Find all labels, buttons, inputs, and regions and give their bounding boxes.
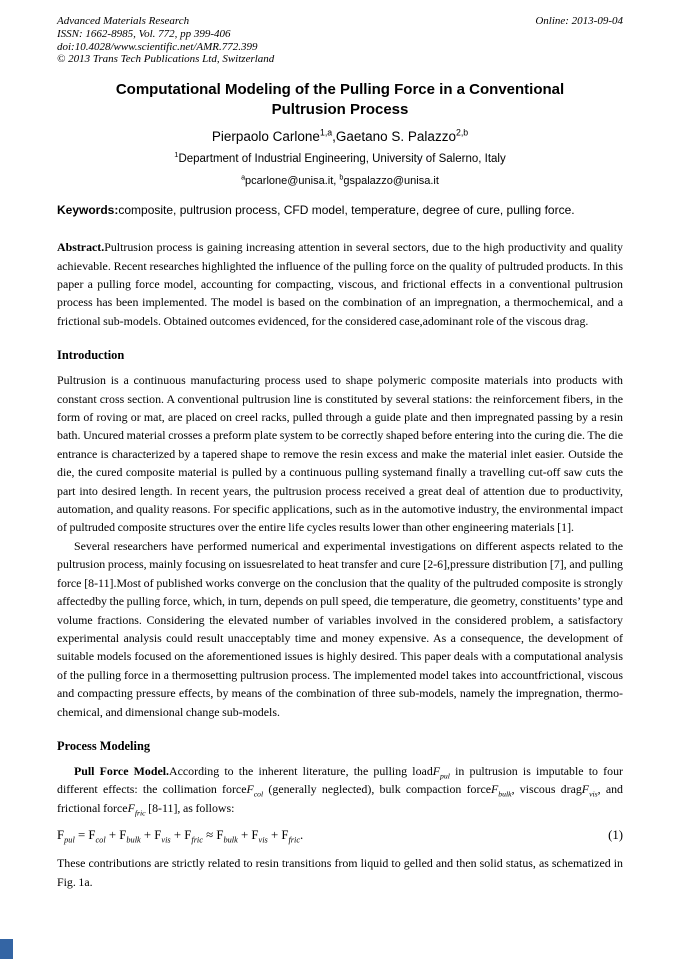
emails-line: $^a$pcarlone@unisa.it, $^b$gspalazzo@unisa.it [241, 173, 439, 188]
introduction-heading: Introduction [57, 348, 125, 363]
copyright-line: © 2013 Trans Tech Publications Ltd, Switzerland [57, 53, 275, 66]
online-date: Online: 2013-09-04 [535, 15, 623, 27]
journal-name: Advanced Materials Research [57, 15, 190, 27]
keywords-line: Keywords:composite, pultrusion process, CFD model, temperature, degree of cure, pulling force. [57, 203, 575, 218]
journal-header [57, 15, 623, 66]
introduction-paragraph-1: Pultrusion is a continuous manufacturing process used to shape polymeric composite materials into products with constant cross section. A conventional pultrusion line is constituted by several stations: the reinforcement fibers, in the form of roving or mat, are placed on creel racks, pulled through a guide plate and then impregnated passing by a resin bath. Uncured material crosses a preform plate system to be correctly shaped before entering into the curing die. The die entrance is characterized by a tapered shape to remove the resin excess and make the material inlet easier. Outside the die, the cured composite material is pulled by a continuous pulling systemand finally a travelling cut-off saw cuts the part into desired length. In recent years, the pultrusion process received a great deal of attention due to productivity, automation, and quality reasons. For specific applications, such as in the automotive industry, the environmental impact of pultruded composite structures over the entire life cycles results lower than other engineering materials [1]. [57, 373, 623, 535]
equation-row [57, 828, 623, 843]
doi-line: doi:10.4028/www.scientific.net/AMR.772.399 [57, 40, 258, 53]
journal-header-row [57, 15, 623, 28]
abstract-paragraph: Abstract.Pultrusion process is gaining increasing attention in several sectors, due to the high productivity and quality achievable. Recent researches highlighted the influence of the pulling force on the quality of pultruded products. In this paper a pulling force model, accounting for compacting, viscous, and frictional effects in a conventional pultrusion process has been implemented. The model is based on the combination of an impregnation, a thermochemical, and a frictional sub-models. Obtained outcomes evidenced, for the considered case,adominant role of the viscous drag. [57, 240, 623, 328]
process-modeling-heading: Process Modeling [57, 738, 151, 753]
closing-paragraph: These contributions are strictly related to resin transitions from liquid to gelled and then solid status, as schematized in Fig. 1a. [57, 856, 623, 889]
equation-1: $F_{pul} = F_{col} + F_{bulk} + F_{vis} + F_{fric} \approx F_{bulk} + F_{vis} + F_{fric}$. [57, 828, 304, 845]
paper-title: Computational Modeling of the Pulling Force in a Conventional Pultrusion Process [115, 81, 565, 119]
pull-force-paragraph: Pull Force Model.According to the inherent literature, the pulling loadF$_{pul}$ in pultrusion is imputable to four different effects: the collimation forceF$_{col}$ (generally neglected), bulk compaction forceF$_{bulk}$, viscous dragF$_{vis}$, and frictional forceF$_{fric}$ [8-11], as follows: [57, 763, 624, 818]
equation-number: (1) [608, 828, 623, 843]
introduction-paragraph-2: Several researchers have performed numerical and experimental investigations on different aspects related to the pultrusion process, mainly focusing on issuesrelated to heat transfer and cure [2-6],pressure distribution [7], and pulling force [8-11].Most of published works converge on the conclusion that the quality of the pultruded composite is strongly affectedby the pulling force, which, in turn, depends on pull speed, die temperature, die geometry, constituents’ type and volume fractions. Considering the elevated number of variables involved in the considered problem, a satisfactory experimental analysis could result unacceptably time and money expensive. As a consequence, the development of suitable models focused on the aforementioned issues is highly desired. This paper deals with a computational analysis of the pulling force in a thermosetting pultrusion process. The implemented model takes into accountfrictional, viscous and compacting pressure effects, by means of the combination of three sub-models, namely the impregnation, thermo-chemical, and dimensional change sub-models. [57, 538, 623, 719]
corner-marker [0, 939, 13, 959]
authors-line: Pierpaolo Carlone$^{1,a}$,Gaetano S. Palazzo$^{2,b}$ [211, 127, 469, 145]
issn-line: ISSN: 1662-8985, Vol. 772, pp 399-406 [57, 27, 231, 40]
affiliation-line: $^1$Department of Industrial Engineering, University of Salerno, Italy [174, 150, 506, 166]
